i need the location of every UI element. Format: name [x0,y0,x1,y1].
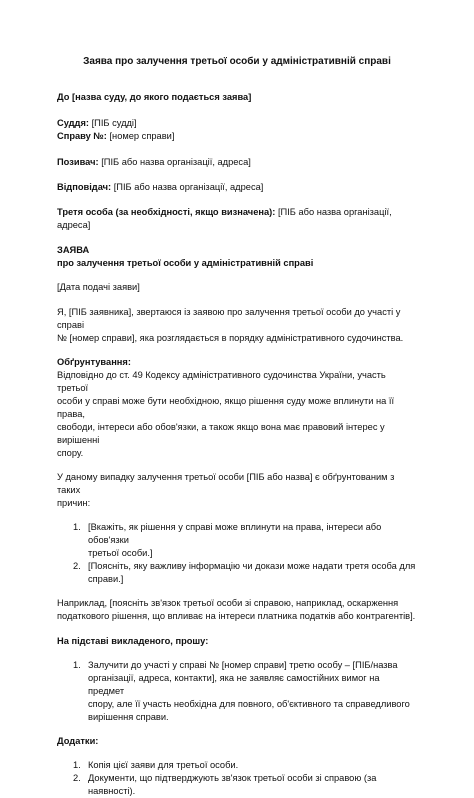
defendant-value: [ПІБ або назва організації, адреса] [111,182,264,192]
list-item-line: Документи, що підтверджують зв'язок третьої особи зі справою (за наявності). [88,773,377,796]
justification-line: особи у справі може бути необхідною, якщо рішення суду може вплинути на її права, [57,396,395,419]
list-number: 1. [73,760,81,770]
plaintiff-line [57,156,417,169]
case-label: Справу №: [57,131,107,141]
third-party-line [57,206,417,232]
third-party-value: [ПІБ або назва організації, адреса] [57,207,392,230]
list-item [57,759,417,772]
list-item-line: вирішення справи. [88,712,169,722]
plaintiff-value: [ПІБ або назва організації, адреса] [98,157,251,167]
justification-line: свободи, інтереси або обов'язки, а також якщо вона має правовий інтерес у вирішенні [57,422,385,445]
list-number: 1. [73,522,81,532]
plaintiff-label: Позивач: [57,157,99,167]
judge-value: [ПІБ судді] [88,118,137,128]
list-item-line: організації, адреса, контакти], яка не заявляє самостійних вимог на предмет [88,673,380,696]
request-list [57,659,417,724]
list-item-line: третьої особи.] [88,548,153,558]
reasons-list [57,521,417,586]
intro-line: Я, [ПІБ заявника], звертаюся із заявою про залучення третьої особи до участі у справі [57,307,401,330]
justification-paragraph [57,369,417,460]
case-line [57,130,417,143]
attachments-label: Додатки: [57,736,99,746]
third-party-label: Третя особа (за необхідності, якщо визначена): [57,207,276,217]
justification-line: спору. [57,448,84,458]
list-item [57,772,417,798]
intro-paragraph [57,306,417,345]
court-line: До [назва суду, до якого подається заява] [57,92,252,102]
example-line: Наприклад, [поясніть зв'язок третьої особи зі справою, наприклад, оскарження [57,598,399,608]
date-line: [Дата подачі заяви] [57,282,140,292]
list-item-line: Копія цієї заяви для третьої особи. [88,760,239,770]
judge-label: Суддя: [57,118,89,128]
case-paragraph-line: У даному випадку залучення третьої особи [ПІБ або назва] є обґрунтованим з таких [57,472,395,495]
request-label: На підставі викладеного, прошу: [57,636,209,646]
list-item [57,521,417,560]
justification-label: Обґрунтування: [57,357,131,367]
list-number: 1. [73,660,81,670]
list-item-line: [Поясніть, яку важливу інформацію чи докази може надати третя особа для [88,561,416,571]
list-number: 2. [73,773,81,783]
defendant-line [57,181,417,194]
list-item-line: Залучити до участі у справі № [номер справи] третю особу – [ПІБ/назва [88,660,398,670]
list-item [57,659,417,724]
list-item-line: справи.] [88,574,124,584]
document-body [57,91,417,798]
intro-line: № [номер справи], яка розглядається в порядку адміністративного судочинства. [57,333,404,343]
list-item [57,560,417,586]
example-line: податкового рішення, що впливає на інтереси платника податків або контрагентів]. [57,611,416,621]
list-number: 2. [73,561,81,571]
document-title: Заява про залучення третьої особи у адміністративній справі [83,56,391,67]
case-value: [номер справи] [106,131,175,141]
attachments-list [57,759,417,798]
example-paragraph [57,597,417,623]
judge-line [57,117,417,130]
case-paragraph [57,471,417,510]
list-item-line: [Вкажіть, як рішення у справі може вплинути на права, інтереси або обов'язки [88,522,382,545]
case-paragraph-line: причин: [57,498,91,508]
list-item-line: спору, але її участь необхідна для повного, об'єктивного та справедливого [88,699,410,709]
justification-line: Відповідно до ст. 49 Кодексу адміністративного судочинства України, участь третьої [57,370,386,393]
heading-subtitle: про залучення третьої особи у адміністративній справі [57,258,314,268]
heading-zayava: ЗАЯВА [57,245,90,255]
defendant-label: Відповідач: [57,182,112,192]
